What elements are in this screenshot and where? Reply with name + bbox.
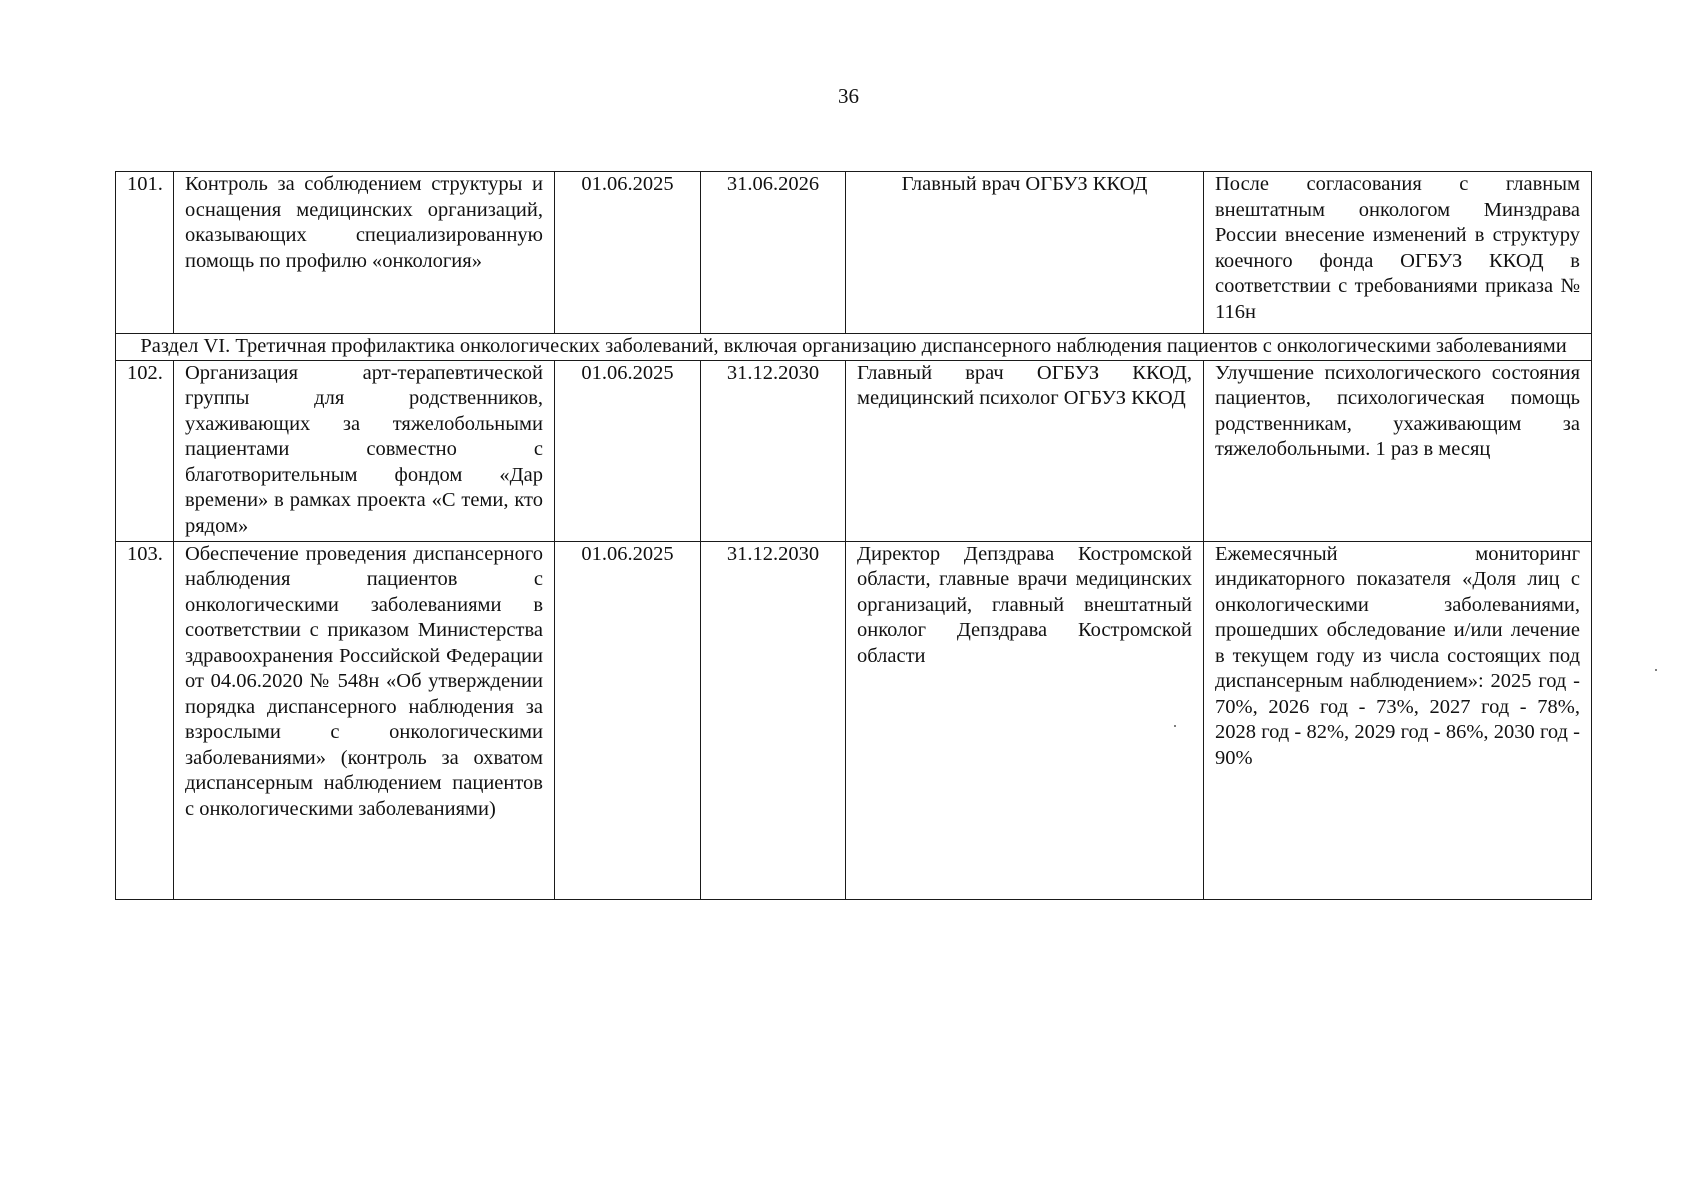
responsible-executor: Главный врач ОГБУЗ ККОД [846,172,1204,334]
end-date: 31.12.2030 [701,541,846,899]
end-date: 31.12.2030 [701,360,846,541]
expected-result: Ежемесячный мониторинг индикаторного показателя «Доля лиц с онкологическими заболеваниями, прошедших обследование и/или лечение в текущем году из числа состоящих под диспансерным наблюдением»: 2025 год - 70%, 2026 год - 73%, 2027 год - 78%, 2028 год - 82%, 2029 год - 86%, 2030 год - 90% [1204,541,1592,899]
row-number: 103. [116,541,174,899]
start-date: 01.06.2025 [555,172,701,334]
end-date: 31.06.2026 [701,172,846,334]
expected-result: После согласования с главным внештатным онкологом Минздрава России внесение изменений в структуру коечного фонда ОГБУЗ ККОД в соответствии с требованиями приказа № 116н [1204,172,1592,334]
event-description: Организация арт-терапевтической группы для родственников, ухаживающих за тяжелобольными пациентами совместно с благотворительным фондом «Дар времени» в рамках проекта «С теми, кто рядом» [174,360,555,541]
table-row [116,541,1592,899]
event-description: Обеспечение проведения диспансерного наблюдения пациентов с онкологическими заболеваниями в соответствии с приказом Министерства здравоохранения Российской Федерации от 04.06.2020 № 548н «Об утверждении порядка диспансерного наблюдения за взрослыми с онкологическими заболеваниями» (контроль за охватом диспансерным наблюдением пациентов с онкологическими заболеваниями) [174,541,555,899]
table-row [116,172,1592,334]
action-plan-table [115,171,1592,900]
start-date: 01.06.2025 [555,360,701,541]
responsible-executor: Директор Депздрава Костромской области, главные врачи медицинских организаций, главный внештатный онколог Депздрава Костромской области [846,541,1204,899]
table-row [116,360,1592,541]
responsible-executor: Главный врач ОГБУЗ ККОД, медицинский психолог ОГБУЗ ККОД [846,360,1204,541]
scan-speck [1174,725,1176,727]
row-number: 101. [116,172,174,334]
section-heading-row [116,334,1592,361]
expected-result: Улучшение психологического состояния пациентов, психологическая помощь родственникам, ухаживающим за тяжелобольными. 1 раз в месяц [1204,360,1592,541]
event-description: Контроль за соблюдением структуры и оснащения медицинских организаций, оказывающих специализированную помощь по профилю «онкология» [174,172,555,334]
row-number: 102. [116,360,174,541]
scan-speck [1655,669,1657,671]
page-number: 36 [838,84,859,108]
start-date: 01.06.2025 [555,541,701,899]
section-title: Раздел VI. Третичная профилактика онкологических заболеваний, включая организацию диспансерного наблюдения пациентов с онкологическими заболеваниями [116,334,1592,361]
